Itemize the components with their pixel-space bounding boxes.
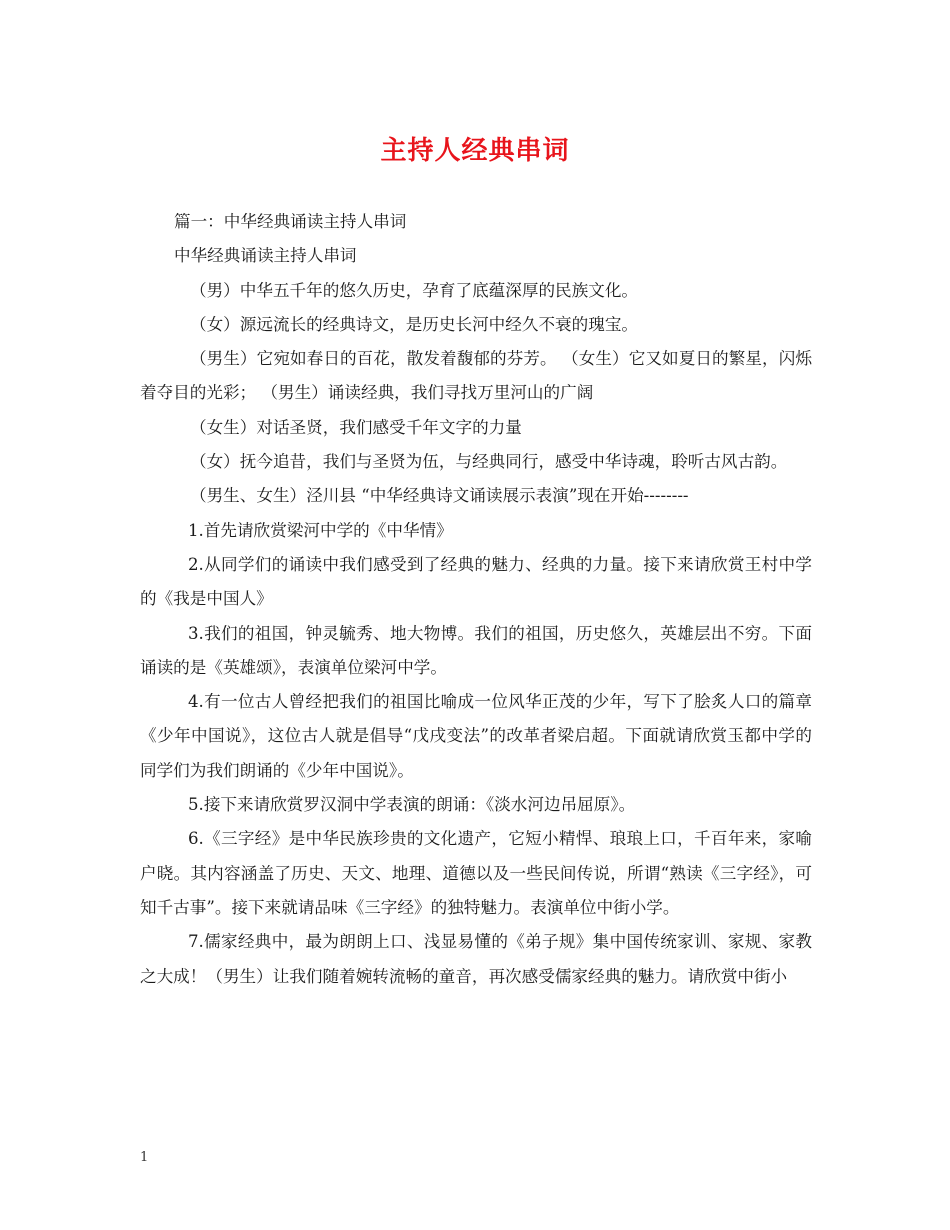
list-item: 1.首先请欣赏梁河中学的《中华情》	[188, 520, 453, 540]
paragraph: （女）源远流长的经典诗文，是历史长河中经久不衰的瑰宝。	[190, 314, 639, 334]
page-number: 1	[140, 1150, 149, 1165]
subheading: 中华经典诵读主持人串词	[174, 246, 357, 266]
list-item: 6.《三字经》是中华民族珍贵的文化遗产，它短小精悍、琅琅上口，千百年来，家喻户晓。其内容涵盖了历史、天文、地理、道德以及一些民间传说，所谓“熟读《三字经》，可知千古事”。接下来就请品味《三字经》的独特魅力。表演单位中街小学。	[140, 829, 812, 917]
list-item: 3.我们的祖国，钟灵毓秀、地大物博。我们的祖国，历史悠久，英雄层出不穷。下面诵读的是《英雄颂》，表演单位梁河中学。	[140, 623, 812, 677]
document-title: 主持人经典串词	[380, 136, 570, 166]
section-heading: 篇一：中华经典诵读主持人串词	[174, 212, 407, 231]
paragraph: （女）抚今追昔，我们与圣贤为伍，与经典同行，感受中华诗魂，聆听古风古韵。	[190, 452, 788, 472]
list-item: 4.有一位古人曾经把我们的祖国比喻成一位风华正茂的少年，写下了脍炙人口的篇章《少年中国说》，这位古人就是倡导“戊戌变法”的改革者梁启超。下面就请欣赏玉都中学的同学们为我们朗诵的《少年中国说》。	[140, 692, 812, 780]
paragraph: （男）中华五千年的悠久历史，孕育了底蕴深厚的民族文化。	[190, 280, 639, 300]
document-body	[140, 205, 812, 994]
list-item: 5.接下来请欣赏罗汉洞中学表演的朗诵：《淡水河边吊屈原》。	[188, 795, 636, 815]
list-item: 2.从同学们的诵读中我们感受到了经典的魅力、经典的力量。接下来请欣赏王村中学的《我是中国人》	[140, 554, 812, 609]
paragraph: （女生）对话圣贤，我们感受千年文字的力量	[190, 417, 522, 437]
paragraph: （男生、女生）泾川县 “中华经典诗文诵读展示表演”现在开始--------	[190, 486, 689, 506]
list-item: 7.儒家经典中，最为朗朗上口、浅显易懂的《弟子规》集中国传统家训、家规、家教之大成！（男生）让我们随着婉转流畅的童音，再次感受儒家经典的魅力。请欣赏中街小	[140, 932, 812, 986]
paragraph: （男生）它宛如春日的百花，散发着馥郁的芬芳。 （女生）它又如夏日的繁星，闪烁着夺目的光彩； （男生）诵读经典，我们寻找万里河山的广阔	[140, 349, 812, 403]
